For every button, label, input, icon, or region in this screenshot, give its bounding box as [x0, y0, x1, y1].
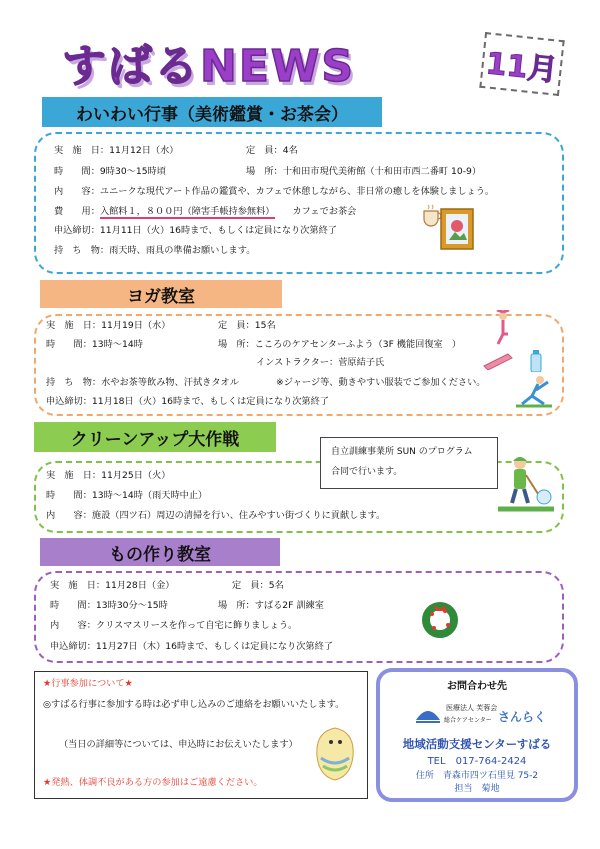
s2-bring: 持 ち 物：水やお茶等飲み物、汗拭きタオル — [46, 377, 239, 388]
s1-fee-suffix: カフェでお茶会 — [292, 206, 357, 217]
yoga-mat-icon — [482, 350, 514, 370]
s4-deadline: 申込締切：11月27日（木）16時まで、もしくは定員になり次第終了 — [50, 641, 333, 652]
s1-capacity: 定 員：4名 — [246, 145, 298, 156]
notice-line2: （当日の詳細等については、申込時にお伝えいたします） — [59, 739, 298, 750]
s4-time: 時 間：13時30分～15時 — [50, 600, 168, 611]
section2-header: ヨガ教室 — [40, 280, 282, 308]
notice-warning: ★発熱、体調不良がある方の参加はご遠慮ください。 — [43, 777, 263, 788]
s1-content: 内 容：ユニークな現代アート作品の鑑賞や、カフェで休憩しながら、非日常の癒しを体験しましょう。 — [54, 186, 495, 197]
section4-header: もの作り教室 — [40, 538, 280, 566]
cleanup-person-icon — [496, 453, 558, 515]
contact-org-sub: 総合ケアセンター — [444, 717, 492, 724]
s2-note: ※ジャージ等、動きやすい服装でご参加ください。 — [276, 377, 486, 388]
s4-date: 実 施 日：11月28日（金） — [50, 580, 175, 591]
s2-date: 実 施 日：11月19日（水） — [46, 320, 171, 331]
s1-date: 実 施 日：11月12日（水） — [54, 145, 179, 156]
contact-org-small: 医療法人 芙蓉会 — [446, 704, 498, 712]
sanraku-logo-icon — [414, 704, 442, 726]
s3-date: 実 施 日：11月25日（火） — [46, 470, 171, 481]
amabie-illustration-icon — [307, 724, 363, 782]
callout-line2: 合同で行います。 — [331, 467, 403, 477]
callout-box — [320, 437, 498, 489]
callout-line1: 自立訓練事業所 SUN のプログラム — [331, 447, 473, 457]
contact-org-brand: さんらく — [498, 710, 547, 724]
s2-time: 時 間：13時～14時 — [46, 339, 143, 350]
stretching-person-icon — [512, 374, 556, 408]
section3-header: クリーンアップ大作戦 — [34, 422, 276, 452]
s4-content: 内 容：クリスマスリースを作って自宅に飾りましょう。 — [50, 620, 298, 631]
yoga-pose-icon — [488, 310, 518, 346]
s1-time: 時 間：9時30～15時頃 — [54, 166, 166, 177]
christmas-wreath-icon — [420, 599, 460, 639]
month-badge: 11月 — [479, 32, 564, 96]
water-bottle-icon — [530, 350, 542, 372]
s4-capacity: 定 員：5名 — [232, 580, 284, 591]
contact-tel: TEL 017-764-2424 — [427, 756, 527, 767]
s1-deadline: 申込締切：11月11日（火）16時まで、もしくは定員になり次第終了 — [54, 225, 337, 236]
contact-address: 住所 青森市四ツ石里見 75-2 — [415, 771, 539, 781]
s3-content: 内 容：施設（四ツ石）周辺の清掃を行い、住みやすい街づくりに貢献します。 — [46, 510, 386, 521]
s1-fee-main: 入館料１，８００円（障害手帳持参無料） — [99, 206, 275, 217]
contact-title: お問合わせ先 — [447, 681, 507, 692]
section1-header: わいわい行事（美術鑑賞・お茶会） — [42, 97, 382, 127]
s1-bring: 持 ち 物：雨天時、雨具の準備お願いします。 — [54, 245, 256, 256]
section1-box — [34, 132, 564, 274]
notice-box — [34, 671, 368, 799]
contact-center: 地域活動支援センターすばる — [402, 737, 552, 751]
s1-place: 場 所：十和田市現代美術館（十和田市西二番町 10-9） — [246, 166, 482, 177]
contact-box — [376, 668, 578, 802]
s3-time: 時 間：13時～14時（雨天時中止） — [46, 490, 208, 501]
notice-title: ★行事参加について★ — [43, 678, 133, 689]
s2-place: 場 所：こころのケアセンターふよう（3F 機能回復室 ） — [218, 339, 462, 350]
s4-place: 場 所：すばる2F 訓練室 — [218, 600, 324, 611]
section4-box — [34, 571, 564, 663]
s2-capacity: 定 員：15名 — [218, 320, 276, 331]
s1-fee — [54, 205, 356, 219]
newsletter-title: すばるNEWS — [62, 41, 356, 92]
contact-person: 担当 菊地 — [454, 784, 500, 794]
s2-instructor: インストラクター：菅原結子氏 — [256, 357, 385, 368]
s1-fee-prefix: 費 用： — [54, 206, 100, 217]
section2-box — [34, 314, 564, 416]
notice-line1-text: ◎すばる行事に参加する時は必ず申し込みのご連絡をお願いいたします。 — [43, 699, 345, 710]
framed-painting-icon — [440, 208, 474, 250]
notice-line1 — [43, 697, 357, 713]
s2-deadline: 申込締切：11月18日（火）16時まで、もしくは定員になり次第終了 — [46, 396, 329, 407]
